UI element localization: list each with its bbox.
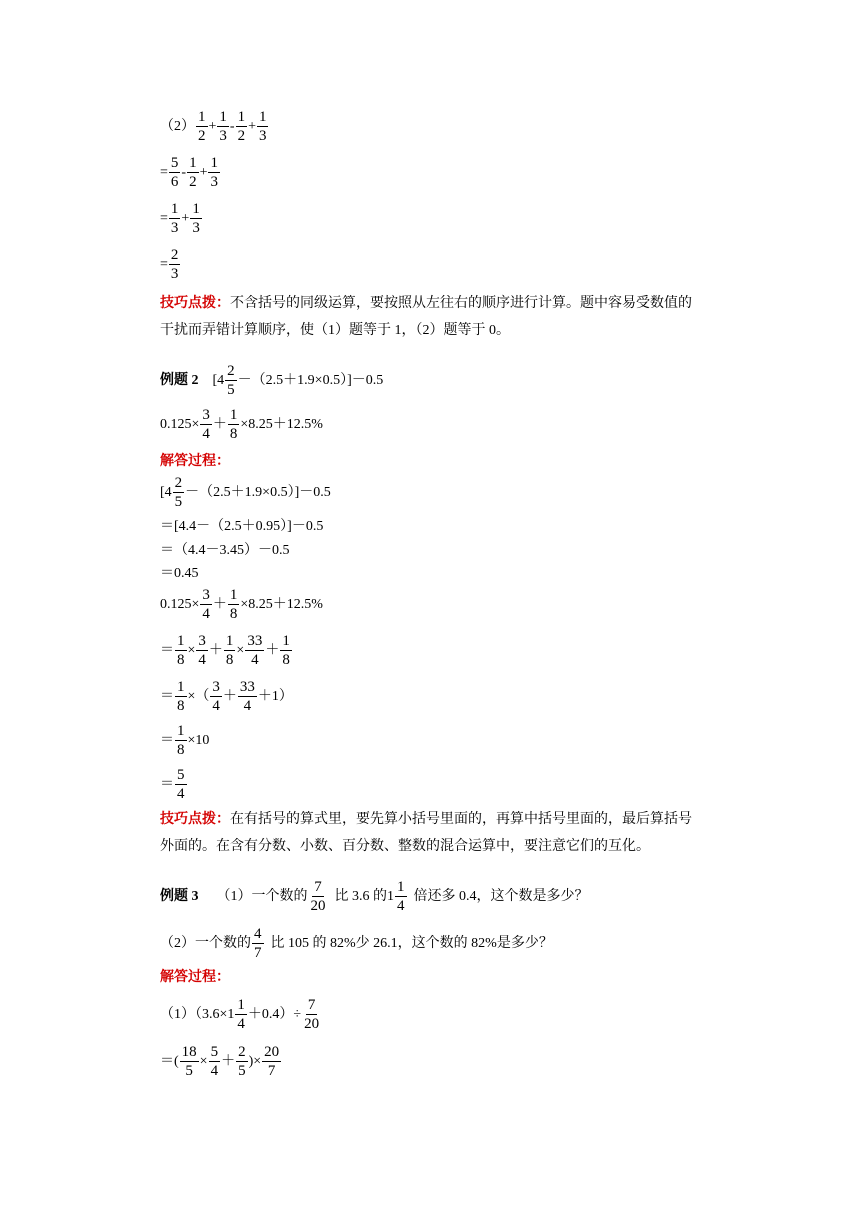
ex2-answer-9: [160, 766, 188, 803]
denominator: 4: [237, 1016, 245, 1032]
equals-sign: =: [160, 164, 168, 180]
fraction: [262, 1043, 281, 1080]
denominator: 3: [258, 128, 267, 144]
operator: ×: [199, 1053, 208, 1069]
denominator: 20: [310, 898, 326, 914]
denominator: 8: [177, 698, 185, 714]
equals-sign: ＝: [160, 688, 174, 704]
fraction: [210, 678, 222, 715]
operator: ×: [187, 642, 196, 658]
equals-sign: ＝: [160, 732, 174, 748]
fraction: [236, 1043, 248, 1080]
fraction: [280, 632, 292, 669]
denominator: 5: [238, 1063, 246, 1079]
operator: ＋: [212, 596, 227, 612]
question-text: 比 105 的 82%少 26.1，这个数的 82%是多少？: [270, 935, 553, 951]
numerator: 3: [212, 679, 220, 695]
numerator: 5: [177, 767, 185, 783]
numerator: 1: [258, 109, 267, 125]
numerator: 1: [282, 633, 290, 649]
ex2-question-1: [160, 362, 383, 399]
denominator: 4: [397, 898, 405, 914]
ex2-answer-8: [160, 722, 209, 759]
operator: ＋: [212, 416, 227, 432]
denominator: 7: [254, 945, 262, 961]
denominator: 3: [210, 174, 218, 190]
fraction: [187, 154, 199, 191]
fraction: [196, 632, 208, 669]
numerator: 1: [210, 155, 218, 171]
denominator: 4: [251, 652, 259, 668]
numerator: 1: [177, 679, 185, 695]
numerator: 1: [229, 407, 238, 423]
numerator: 3: [202, 587, 210, 603]
numerator: 1: [198, 109, 206, 125]
ex2-answer-4: ＝0.45: [160, 566, 199, 581]
equals-sign: =: [160, 210, 168, 226]
denominator: 4: [202, 606, 210, 622]
numerator: 1: [177, 633, 185, 649]
fraction: [190, 200, 202, 237]
denominator: 4: [198, 652, 206, 668]
equals-sign: ＝: [160, 642, 174, 658]
operator: -: [229, 118, 235, 134]
numerator: 1: [219, 109, 227, 125]
numerator: 1: [192, 201, 200, 217]
fraction: [309, 878, 328, 915]
fraction: [175, 632, 187, 669]
numerator: 33: [239, 679, 255, 695]
ex3-answer-label: 解答过程：: [160, 970, 230, 985]
denominator: 5: [174, 494, 183, 510]
denominator: 2: [237, 128, 246, 144]
expr-text: 0.125×: [160, 596, 200, 612]
denominator: 5: [227, 382, 235, 398]
example-title: 例题 2: [160, 372, 199, 388]
fraction: [228, 406, 240, 443]
fraction: [245, 632, 264, 669]
denominator: 3: [192, 220, 200, 236]
fraction: [252, 925, 264, 962]
fraction: [236, 108, 248, 145]
tip-text: 外面的。在含有分数、小数、百分数、整数的混合运算中，要注意它们的互化。: [160, 839, 650, 854]
denominator: 2: [189, 174, 197, 190]
operator: +: [181, 210, 190, 226]
fraction: [173, 474, 185, 511]
ex2-answer-7: [160, 678, 293, 715]
ex1-tip: [160, 290, 730, 344]
ex1-line-1: [160, 108, 269, 145]
numerator: 1: [397, 879, 405, 895]
tip-label: 技巧点拨：: [160, 296, 230, 311]
numerator: 18: [181, 1044, 197, 1060]
expr-text: [4: [160, 484, 172, 500]
fraction: [180, 1043, 199, 1080]
numerator: 4: [254, 926, 262, 942]
fraction: [238, 678, 257, 715]
numerator: 20: [264, 1044, 280, 1060]
denominator: 8: [229, 426, 238, 442]
denominator: 8: [177, 652, 185, 668]
operator: +: [208, 118, 217, 134]
question-text: （1）一个数的: [216, 888, 308, 904]
denominator: 20: [304, 1016, 320, 1032]
numerator: 1: [225, 633, 234, 649]
fraction: [228, 586, 240, 623]
numerator: 1: [237, 109, 246, 125]
denominator: 5: [185, 1063, 193, 1079]
operator: ＋: [221, 1053, 236, 1069]
ex2-answer-1: [160, 474, 331, 511]
numerator: 1: [229, 587, 238, 603]
ex2-question-2: [160, 406, 323, 443]
question-text: 倍还多 0.4，这个数是多少？: [413, 888, 589, 904]
tip-text: 干扰而弄错计算顺序，使（1）题等于 1，（2）题等于 0。: [160, 323, 510, 338]
numerator: 33: [247, 633, 263, 649]
numerator: 5: [170, 155, 179, 171]
denominator: 3: [170, 220, 179, 236]
expr-text: ＋0.4）÷: [247, 1006, 302, 1022]
numerator: 7: [307, 997, 316, 1013]
numerator: 5: [210, 1044, 219, 1060]
fraction: [235, 996, 247, 1033]
denominator: 8: [229, 606, 238, 622]
ex2-answer-5: [160, 586, 323, 623]
fraction: [302, 996, 321, 1033]
operator: ×（: [187, 688, 210, 704]
numerator: 1: [177, 723, 185, 739]
item-label: （2）: [160, 118, 195, 134]
numerator: 1: [170, 201, 179, 217]
question-text: （2）一个数的: [160, 935, 251, 951]
denominator: 4: [243, 698, 252, 714]
fraction: [224, 632, 236, 669]
numerator: 2: [238, 1044, 246, 1060]
denominator: 7: [267, 1063, 276, 1079]
numerator: 2: [170, 247, 179, 263]
operator: ×: [236, 642, 245, 658]
fraction: [175, 722, 187, 759]
fraction: [175, 766, 187, 803]
ex2-answer-label: 解答过程：: [160, 454, 230, 469]
operator: ＋: [222, 688, 237, 704]
expr-text: （1）（3.6×1: [160, 1006, 235, 1022]
fraction: [175, 678, 187, 715]
operator: +: [199, 164, 208, 180]
denominator: 4: [210, 1063, 219, 1079]
fraction: [169, 154, 181, 191]
equals-sign: =: [160, 256, 168, 272]
ex2-answer-2: ＝[4.4－（2.5＋0.95）]－0.5: [160, 519, 324, 534]
operator: ＋: [208, 642, 223, 658]
denominator: 4: [177, 786, 185, 802]
fraction: [169, 246, 181, 283]
expr-text: ×10: [187, 732, 210, 748]
expr-text: ＋1）: [257, 688, 293, 704]
fraction: [225, 362, 237, 399]
denominator: 4: [202, 426, 210, 442]
fraction: [200, 586, 212, 623]
fraction: [196, 108, 208, 145]
fraction: [200, 406, 212, 443]
numerator: 3: [202, 407, 210, 423]
expr-text: 0.125×: [160, 416, 200, 432]
ex1-line-4: [160, 246, 181, 283]
ex1-line-3: [160, 200, 203, 237]
tip-label: 技巧点拨：: [160, 812, 230, 827]
expr-text: －（2.5＋1.9×0.5）]－0.5: [185, 484, 331, 500]
expr-text: －（2.5＋1.9×0.5）]－0.5: [237, 372, 384, 388]
fraction: [217, 108, 229, 145]
denominator: 8: [177, 742, 185, 758]
numerator: 2: [174, 475, 183, 491]
fraction: [257, 108, 269, 145]
denominator: 3: [219, 128, 227, 144]
denominator: 6: [170, 174, 179, 190]
fraction: [169, 200, 181, 237]
tip-text: 不含括号的同级运算，要按照从左往右的顺序进行计算。题中容易受数值的: [230, 296, 692, 311]
numerator: 1: [189, 155, 197, 171]
operator: +: [248, 118, 256, 134]
denominator: 3: [170, 266, 179, 282]
ex1-line-2: [160, 154, 221, 191]
denominator: 4: [212, 698, 220, 714]
expr-text: ＝(: [160, 1053, 179, 1069]
numerator: 1: [237, 997, 245, 1013]
ex3-answer-2: [160, 1043, 282, 1080]
expr-text: ×8.25＋12.5%: [240, 416, 323, 432]
expr-text: ×8.25＋12.5%: [240, 596, 323, 612]
operator: -: [181, 164, 187, 180]
numerator: 2: [227, 363, 235, 379]
numerator: 3: [198, 633, 206, 649]
fraction: [209, 1043, 221, 1080]
operator: ＋: [265, 642, 280, 658]
denominator: 2: [198, 128, 206, 144]
ex3-question-2: [160, 925, 553, 962]
numerator: 7: [314, 879, 322, 895]
tip-text: 在有括号的算式里，要先算小括号里面的，再算中括号里面的，最后算括号: [230, 812, 692, 827]
question-text: 比 3.6 的1: [334, 888, 394, 904]
fraction: [395, 878, 407, 915]
ex3-answer-1: [160, 996, 322, 1033]
ex2-answer-3: ＝（4.4－3.45）－0.5: [160, 543, 290, 558]
operator: )×: [248, 1053, 262, 1069]
ex3-question-1: [160, 878, 589, 915]
expr-text: [4: [212, 372, 225, 388]
denominator: 8: [282, 652, 290, 668]
equals-sign: ＝: [160, 776, 174, 792]
ex2-answer-6: [160, 632, 293, 669]
example-title: 例题 3: [160, 888, 199, 904]
denominator: 8: [225, 652, 234, 668]
fraction: [208, 154, 220, 191]
ex2-tip: [160, 806, 730, 860]
